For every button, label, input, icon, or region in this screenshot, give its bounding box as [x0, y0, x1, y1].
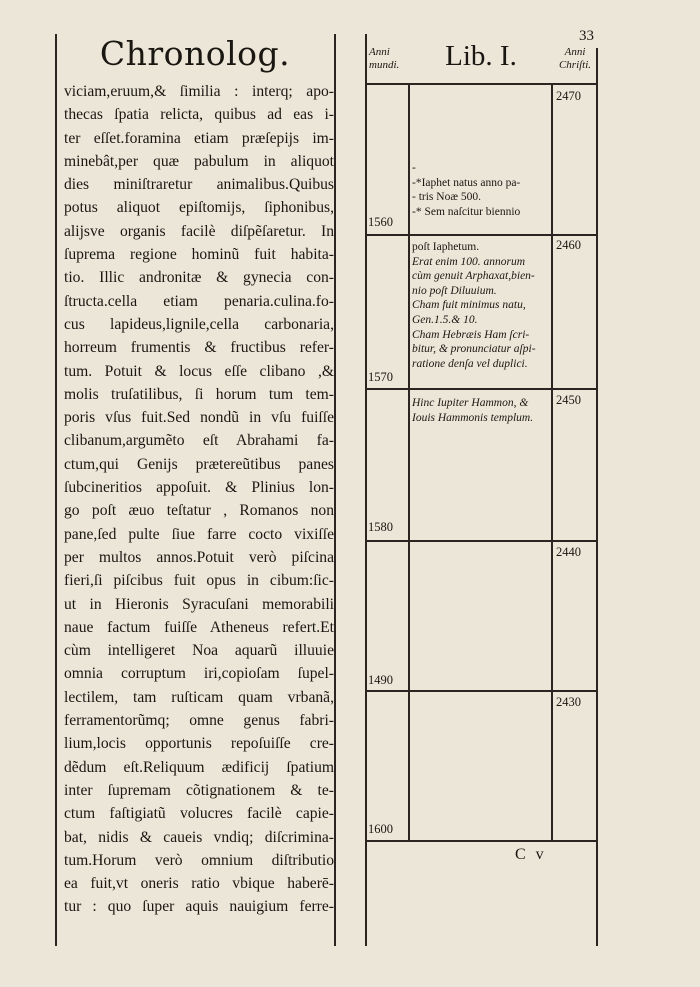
- anni-mundi-header-line: mundi.: [369, 59, 400, 71]
- body-line: ſubcineritios appoſuit. & Plinius lon-: [64, 479, 334, 497]
- anni-christi-header-line: Chriſti.: [558, 59, 592, 71]
- note-line: Iouis Hammonis templum.: [412, 411, 534, 424]
- year-christi-row-5: 2430: [556, 695, 581, 709]
- note-line: Erat enim 100. annorum: [412, 255, 526, 268]
- right-page-mundi-column-rule: [408, 84, 410, 840]
- anni-christi-header: [553, 46, 597, 72]
- anni-christi-header-line: Anni: [564, 46, 586, 58]
- note-line: -: [412, 162, 416, 174]
- body-line: tio. Illic andronitæ & gynecia con-: [64, 269, 334, 287]
- row-divider-1: [365, 234, 597, 236]
- note-line: nio poſt Diluuium.: [412, 284, 497, 297]
- year-mundi-row-4: 1490: [368, 673, 393, 687]
- row-divider-3: [365, 540, 597, 542]
- year-mundi-row-1: 1560: [368, 215, 393, 229]
- right-page-outer-left-rule: [365, 34, 367, 946]
- note-line: cùm genuit Arphaxat,bien-: [412, 270, 535, 283]
- body-line: ctum faſtigiatũ volucres facilè capie-: [64, 805, 334, 823]
- year-christi-row-4: 2440: [556, 545, 581, 559]
- note-line: bitur, & pronunciatur aſpi-: [412, 343, 536, 356]
- note-line: Gen.1.5.& 10.: [412, 313, 478, 326]
- body-line: ter eſſet.foramina etiam præſepijs im-: [64, 129, 334, 147]
- body-line: omnia corruptum iri,copioſam ſupel-: [64, 665, 334, 683]
- body-line: go poſt æuo teſtatur , Romanos non: [64, 502, 334, 520]
- year-mundi-row-3: 1580: [368, 520, 393, 534]
- body-line: lium,locis opportunis repoſuiſſe cre-: [64, 735, 334, 753]
- chronology-note-row-2: [412, 240, 552, 371]
- body-line: ctum,qui Genijs prætereũtibus panes: [64, 455, 334, 473]
- note-line: ratione denſa vel duplici.: [412, 357, 528, 370]
- body-line: ferramentorũmq; omne genus fabri-: [64, 712, 334, 730]
- body-line: alijsve organis facilè diſpẽſaretur. In: [64, 222, 334, 240]
- body-line: poris vſus fuit.Sed nondũ in vſu fuiſſe: [64, 409, 334, 427]
- year-christi-row-3: 2450: [556, 393, 581, 407]
- year-mundi-row-5: 1600: [368, 822, 393, 836]
- body-line: ea fuit,vt oneris ratio vbique haberē-: [64, 875, 334, 893]
- body-line: lectilem, tam ruſticam quam vrbanã,: [64, 688, 334, 706]
- left-page-left-rule: [55, 34, 57, 946]
- body-line: molis truſatilibus, ſi horum tum tem-: [64, 385, 334, 403]
- left-page-title: Chronolog.: [99, 34, 291, 73]
- row-divider-2: [365, 388, 597, 390]
- note-line: - tris Noæ 500.: [412, 191, 481, 204]
- body-line: ſtructa.cella etiam penaria.culina.fo-: [64, 292, 334, 310]
- body-line: tur : quo ſuper aquis nauigium ferre-: [64, 898, 334, 916]
- signature-mark: C v: [515, 846, 547, 863]
- body-line: naue factum fuiſſe Atheneus refert.Et: [64, 618, 334, 636]
- note-line: poſt Iaphetum.: [412, 241, 480, 253]
- body-line: dies miniſtraretur animalibus.Quibus: [64, 176, 334, 194]
- chronology-note-row-1: [412, 161, 552, 219]
- year-christi-row-2: 2460: [556, 238, 581, 252]
- body-line: ut in Hieronis Syracuſani memorabili: [64, 595, 334, 613]
- body-line: horreum frumentis & fructibus refer-: [64, 339, 334, 357]
- left-page-right-rule: [334, 34, 336, 946]
- year-christi-row-1: 2470: [556, 89, 581, 103]
- page-number: 33: [579, 28, 594, 44]
- right-page-outer-right-rule: [596, 48, 598, 946]
- note-line: Hinc Iupiter Hammon, &: [412, 397, 529, 409]
- body-line: pane,ſed pulte ſiue farre cocto vixiſſe: [64, 525, 334, 543]
- body-line: thecas ſpatia relicta, quibus ad eas i-: [64, 106, 334, 124]
- right-page-header-rule: [365, 83, 597, 85]
- chronology-note-row-3: [412, 396, 552, 425]
- body-line: per multos annos.Potuit verò piſcina: [64, 548, 334, 566]
- note-line: Cham Hebræis Ham ſcri-: [412, 328, 530, 341]
- anni-mundi-header-line: Anni: [369, 46, 390, 58]
- left-page-body-text: [64, 80, 334, 919]
- body-line: potus aliquot epiſtomijs, ſiphonibus,: [64, 199, 334, 217]
- row-divider-4: [365, 690, 597, 692]
- body-line: cùm intelligeret Noa aquarũ illuuie: [64, 642, 334, 660]
- body-line: bat, nidis & caueis vndiq; diſcrimina-: [64, 828, 334, 846]
- body-line: dẽdum eſt.Reliquum ædificij ſpatium: [64, 758, 334, 776]
- body-line: ſuprema regione hominũ fuit habita-: [64, 246, 334, 264]
- anni-mundi-header: [369, 46, 409, 72]
- row-divider-5: [365, 840, 597, 842]
- note-line: -*Iaphet natus anno pa-: [412, 176, 521, 189]
- note-line: -* Sem naſcitur biennio: [412, 205, 521, 218]
- body-line: viciam,eruum,& ſimilia : interq; apo-: [64, 83, 334, 100]
- body-line: fieri,ſi piſcibus fuit opus in cibum:ſic-: [64, 572, 334, 590]
- note-line: Cham fuit minimus natu,: [412, 299, 526, 312]
- body-line: cus lapideus,lignile,cella carbonaria,: [64, 315, 334, 333]
- body-line: inter ſupremam cõtignationem & te-: [64, 781, 334, 799]
- body-line: clibanum,argumẽto eſt Abrahami fa-: [64, 432, 334, 450]
- body-line: tum.Horum verò omnium diſtributio: [64, 851, 334, 869]
- book-heading: Lib. I.: [445, 40, 517, 72]
- body-line: minebât,per quæ pabulum in aliquot: [64, 152, 334, 170]
- body-line: tum. Potuit & locus eſſe clibano ,&: [64, 362, 334, 380]
- year-mundi-row-2: 1570: [368, 370, 393, 384]
